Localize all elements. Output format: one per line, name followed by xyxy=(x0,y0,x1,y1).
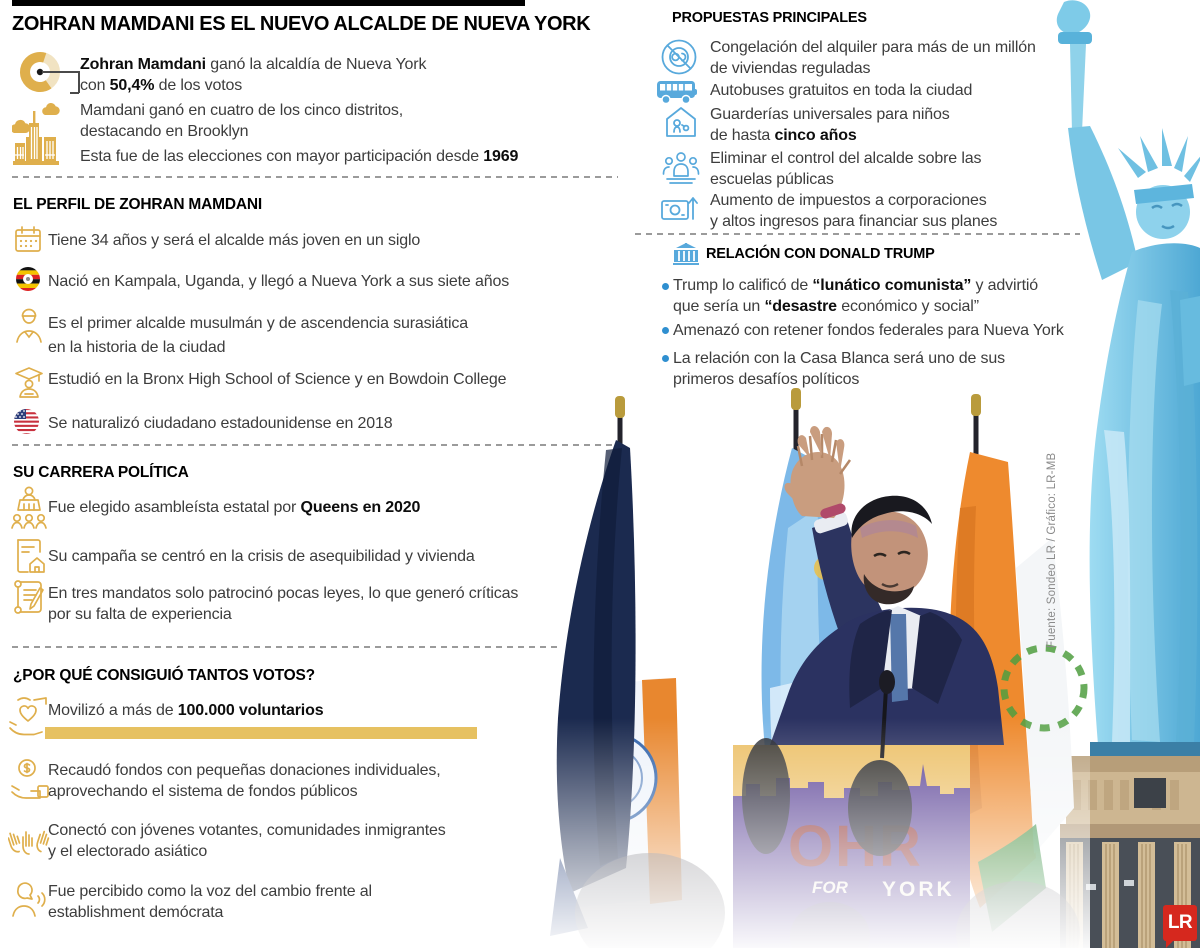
donut-connector-v xyxy=(78,71,80,93)
donut-connector-hook xyxy=(70,92,79,94)
voice-person-icon xyxy=(10,878,48,918)
trump-heading: RELACIÓN CON DONALD TRUMP xyxy=(706,246,935,262)
trump-item-lunatic: Trump lo calificó de “lunático comunista” y advirtió que sería un “desastre económico y social” xyxy=(673,277,1039,315)
votes-item-change: Fue percibido como la voz del cambio frente al establishment demócrata xyxy=(48,883,372,921)
trump-item-funds: Amenazó con retener fondos federales para Nueva York xyxy=(673,322,1064,339)
bus-icon xyxy=(656,80,698,105)
career-heading: SU CARRERA POLÍTICA xyxy=(13,464,189,481)
donut-connector-h xyxy=(42,71,78,73)
divider-4 xyxy=(635,233,1080,235)
muslim-person-icon xyxy=(14,307,44,345)
hands-heart-icon xyxy=(8,694,50,738)
assembly-podium-icon xyxy=(10,486,48,530)
rent-freeze-icon xyxy=(660,38,698,76)
intro-item-votes: Zohran Mamdani ganó la alcaldía de Nueva York con 50,4% de los votos xyxy=(80,56,427,94)
proposals-heading: PROPUESTAS PRINCIPALES xyxy=(672,10,867,26)
us-flag-icon xyxy=(13,408,40,435)
lr-logo: LR xyxy=(1163,905,1197,941)
photo-mamdani-victory xyxy=(530,388,1090,948)
proposal-item-rent: Congelación del alquiler para más de un millón de viviendas reguladas xyxy=(710,39,1036,77)
top-rule xyxy=(12,0,525,6)
career-item-campaign: Su campaña se centró en la crisis de asequibilidad y vivienda xyxy=(48,548,475,565)
page-title: ZOHRAN MAMDANI ES EL NUEVO ALCALDE DE NUEVA YORK xyxy=(12,13,591,35)
profile-item-citizenship: Se naturalizó ciudadano estadounidense en 2018 xyxy=(48,415,393,432)
bullet-dot xyxy=(662,355,669,362)
intro-item-turnout: Esta fue de las elecciones con mayor participación desde 1969 xyxy=(80,148,519,165)
proposal-item-buses: Autobuses gratuitos en toda la ciudad xyxy=(710,82,973,99)
trump-item-whitehouse: La relación con la Casa Blanca será uno de sus primeros desafíos políticos xyxy=(673,350,1005,388)
career-item-laws: En tres mandatos solo patrocinó pocas leyes, lo que generó críticas por su falta de experiencia xyxy=(48,585,519,623)
profile-item-muslim: Es el primer alcalde musulmán y de ascendencia surasiática xyxy=(48,315,468,332)
law-scroll-icon xyxy=(12,578,46,616)
votes-item-youth: Conectó con jóvenes votantes, comunidades inmigrantes y el electorado asiático xyxy=(48,822,446,860)
proposal-item-taxes: Aumento de impuestos a corporaciones y altos ingresos para financiar sus planes xyxy=(710,192,998,230)
proposal-item-childcare: Guarderías universales para niños de hasta cinco años xyxy=(710,106,950,144)
volunteers-highlight-bar xyxy=(45,727,477,739)
bullet-dot xyxy=(662,283,669,290)
people-group-icon xyxy=(662,150,700,185)
housing-document-icon xyxy=(14,538,46,574)
city-skyline-icon xyxy=(12,103,62,169)
white-house-icon xyxy=(672,243,700,265)
career-item-assembly: Fue elegido asambleísta estatal por Queens en 2020 xyxy=(48,499,421,516)
source-credit: Fuente: Sondeo LR / Gráfico: LR-MB xyxy=(1046,452,1058,648)
profile-heading: EL PERFIL DE ZOHRAN MAMDANI xyxy=(13,196,262,213)
profile-item-muslim-l2: en la historia de la ciudad xyxy=(48,339,226,356)
childcare-house-icon xyxy=(664,105,698,140)
calendar-icon xyxy=(14,225,42,253)
profile-item-age: Tiene 34 años y será el alcalde más joven en un siglo xyxy=(48,232,421,249)
bullet-dot xyxy=(662,327,669,334)
votes-item-funds: Recaudó fondos con pequeñas donaciones individuales, aprovechando el sistema de fondos públicos xyxy=(48,762,441,800)
graduate-icon xyxy=(14,366,44,400)
divider-1 xyxy=(12,176,618,178)
votes-item-volunteers: Movilizó a más de 100.000 voluntarios xyxy=(48,702,324,719)
profile-item-birth: Nació en Kampala, Uganda, y llegó a Nueva York a sus siete años xyxy=(48,273,510,290)
uganda-flag-icon xyxy=(15,266,41,292)
divider-2 xyxy=(12,444,618,446)
proposal-item-schools: Eliminar el control del alcalde sobre las escuelas públicas xyxy=(710,150,982,188)
raised-hands-icon xyxy=(8,816,50,860)
divider-3 xyxy=(12,646,560,648)
tax-increase-icon xyxy=(660,192,698,225)
intro-item-districts: Mamdani ganó en cuatro de los cinco distritos, destacando en Brooklyn xyxy=(80,102,404,140)
votes-heading: ¿POR QUÉ CONSIGUIÓ TANTOS VOTOS? xyxy=(13,667,315,684)
donation-hand-icon xyxy=(10,758,50,800)
profile-item-education: Estudió en la Bronx High School of Science y en Bowdoin College xyxy=(48,371,507,388)
